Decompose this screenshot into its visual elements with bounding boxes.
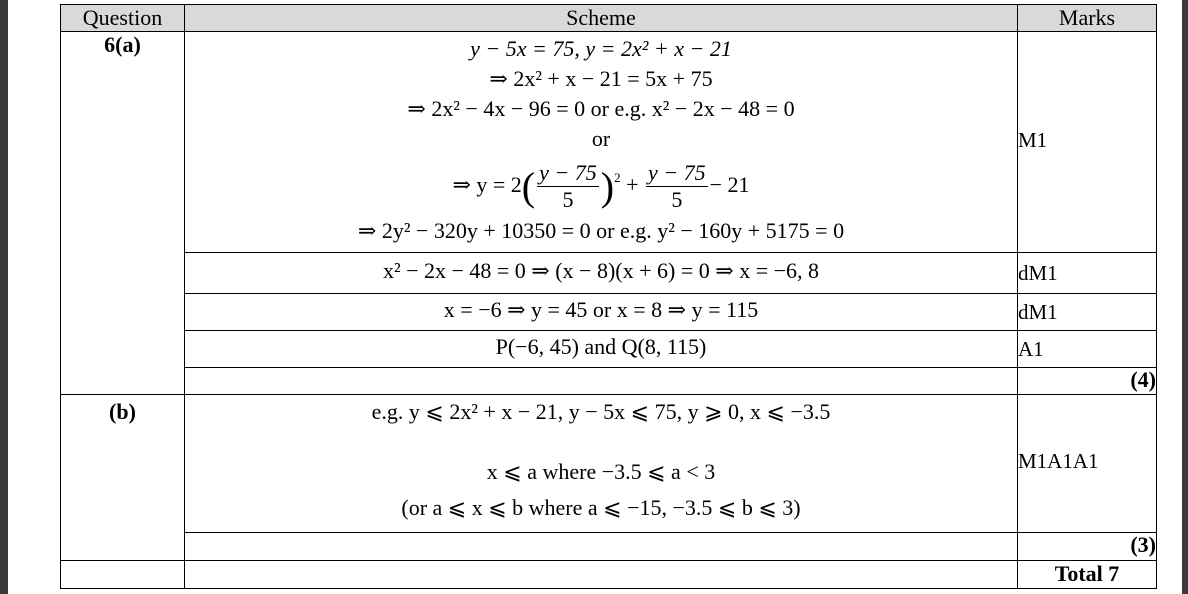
scheme-a-line-5-prefix: ⇒ y = 2 [452, 172, 522, 197]
scheme-b-empty [185, 533, 1018, 561]
fraction-1-denominator: 5 [562, 187, 574, 213]
total-marks: Total 7 [1018, 561, 1157, 589]
fraction-1-numerator: y − 75 [539, 160, 597, 186]
fraction-2-numerator: y − 75 [648, 160, 706, 186]
mark-a-a1: A1 [1018, 331, 1157, 368]
square-exponent: 2 [614, 170, 621, 185]
scheme-a-working [185, 32, 1018, 253]
scheme-a-line-5: ⇒ y = 2( $\frac{y - 75}{5}$ )$^2$ + $\frac{y - 75}{5}$ − 21 [452, 160, 750, 213]
scheme-a-line-6: ⇒ 2y² − 320y + 10350 = 0 or e.g. y² − 160y + 5175 = 0 [357, 218, 845, 243]
question-label-6a: 6(a) [61, 32, 185, 395]
fraction-2 [646, 160, 708, 213]
scheme-a-line-7: x² − 2x − 48 = 0 ⇒ (x − 8)(x + 6) = 0 ⇒ x = −6, 8 [185, 253, 1018, 294]
header-question: Question [61, 5, 185, 32]
mark-a-subtotal: (4) [1018, 368, 1157, 395]
header-marks: Marks [1018, 5, 1157, 32]
scheme-a-line-1: y − 5x = 75, y = 2x² + x − 21 [470, 36, 732, 61]
scheme-a-empty [185, 368, 1018, 395]
question-label-6b: (b) [61, 395, 185, 561]
scheme-a-line-9: P(−6, 45) and Q(8, 115) [185, 331, 1018, 368]
header-scheme: Scheme [185, 5, 1018, 32]
fraction-2-denominator: 5 [671, 187, 683, 213]
mark-scheme-table [60, 4, 1157, 589]
scheme-a-line-3: ⇒ 2x² − 4x − 96 = 0 or e.g. x² − 2x − 48 = 0 [407, 96, 795, 121]
scheme-a-line-8: x = −6 ⇒ y = 45 or x = 8 ⇒ y = 115 [185, 294, 1018, 331]
left-window-edge [0, 0, 8, 594]
scheme-b-line-1: e.g. y ⩽ 2x² + x − 21, y − 5x ⩽ 75, y ⩾ 0, x ⩽ −3.5 [371, 399, 831, 424]
scheme-a-line-5-suffix: − 21 [709, 172, 750, 197]
scheme-a-line-2: ⇒ 2x² + x − 21 = 5x + 75 [489, 66, 713, 91]
mark-a-m1: M1 [1018, 32, 1157, 253]
fraction-1 [537, 160, 599, 213]
total-row-question-empty [61, 561, 185, 589]
mark-a-dm1-2: dM1 [1018, 294, 1157, 331]
scheme-b-line-3: (or a ⩽ x ⩽ b where a ⩽ −15, −3.5 ⩽ b ⩽ 3) [401, 495, 801, 520]
total-row-scheme-empty [185, 561, 1018, 589]
scheme-b-working [185, 395, 1018, 533]
close-paren: ) [600, 163, 615, 209]
open-paren: ( [521, 163, 536, 209]
scheme-b-line-2: x ⩽ a where −3.5 ⩽ a < 3 [486, 459, 716, 484]
mark-a-dm1-1: dM1 [1018, 253, 1157, 294]
scheme-a-line-4: or [591, 126, 611, 151]
mark-b-m1a1a1: M1A1A1 [1018, 395, 1157, 533]
right-window-edge [1182, 0, 1188, 594]
mark-b-subtotal: (3) [1018, 533, 1157, 561]
